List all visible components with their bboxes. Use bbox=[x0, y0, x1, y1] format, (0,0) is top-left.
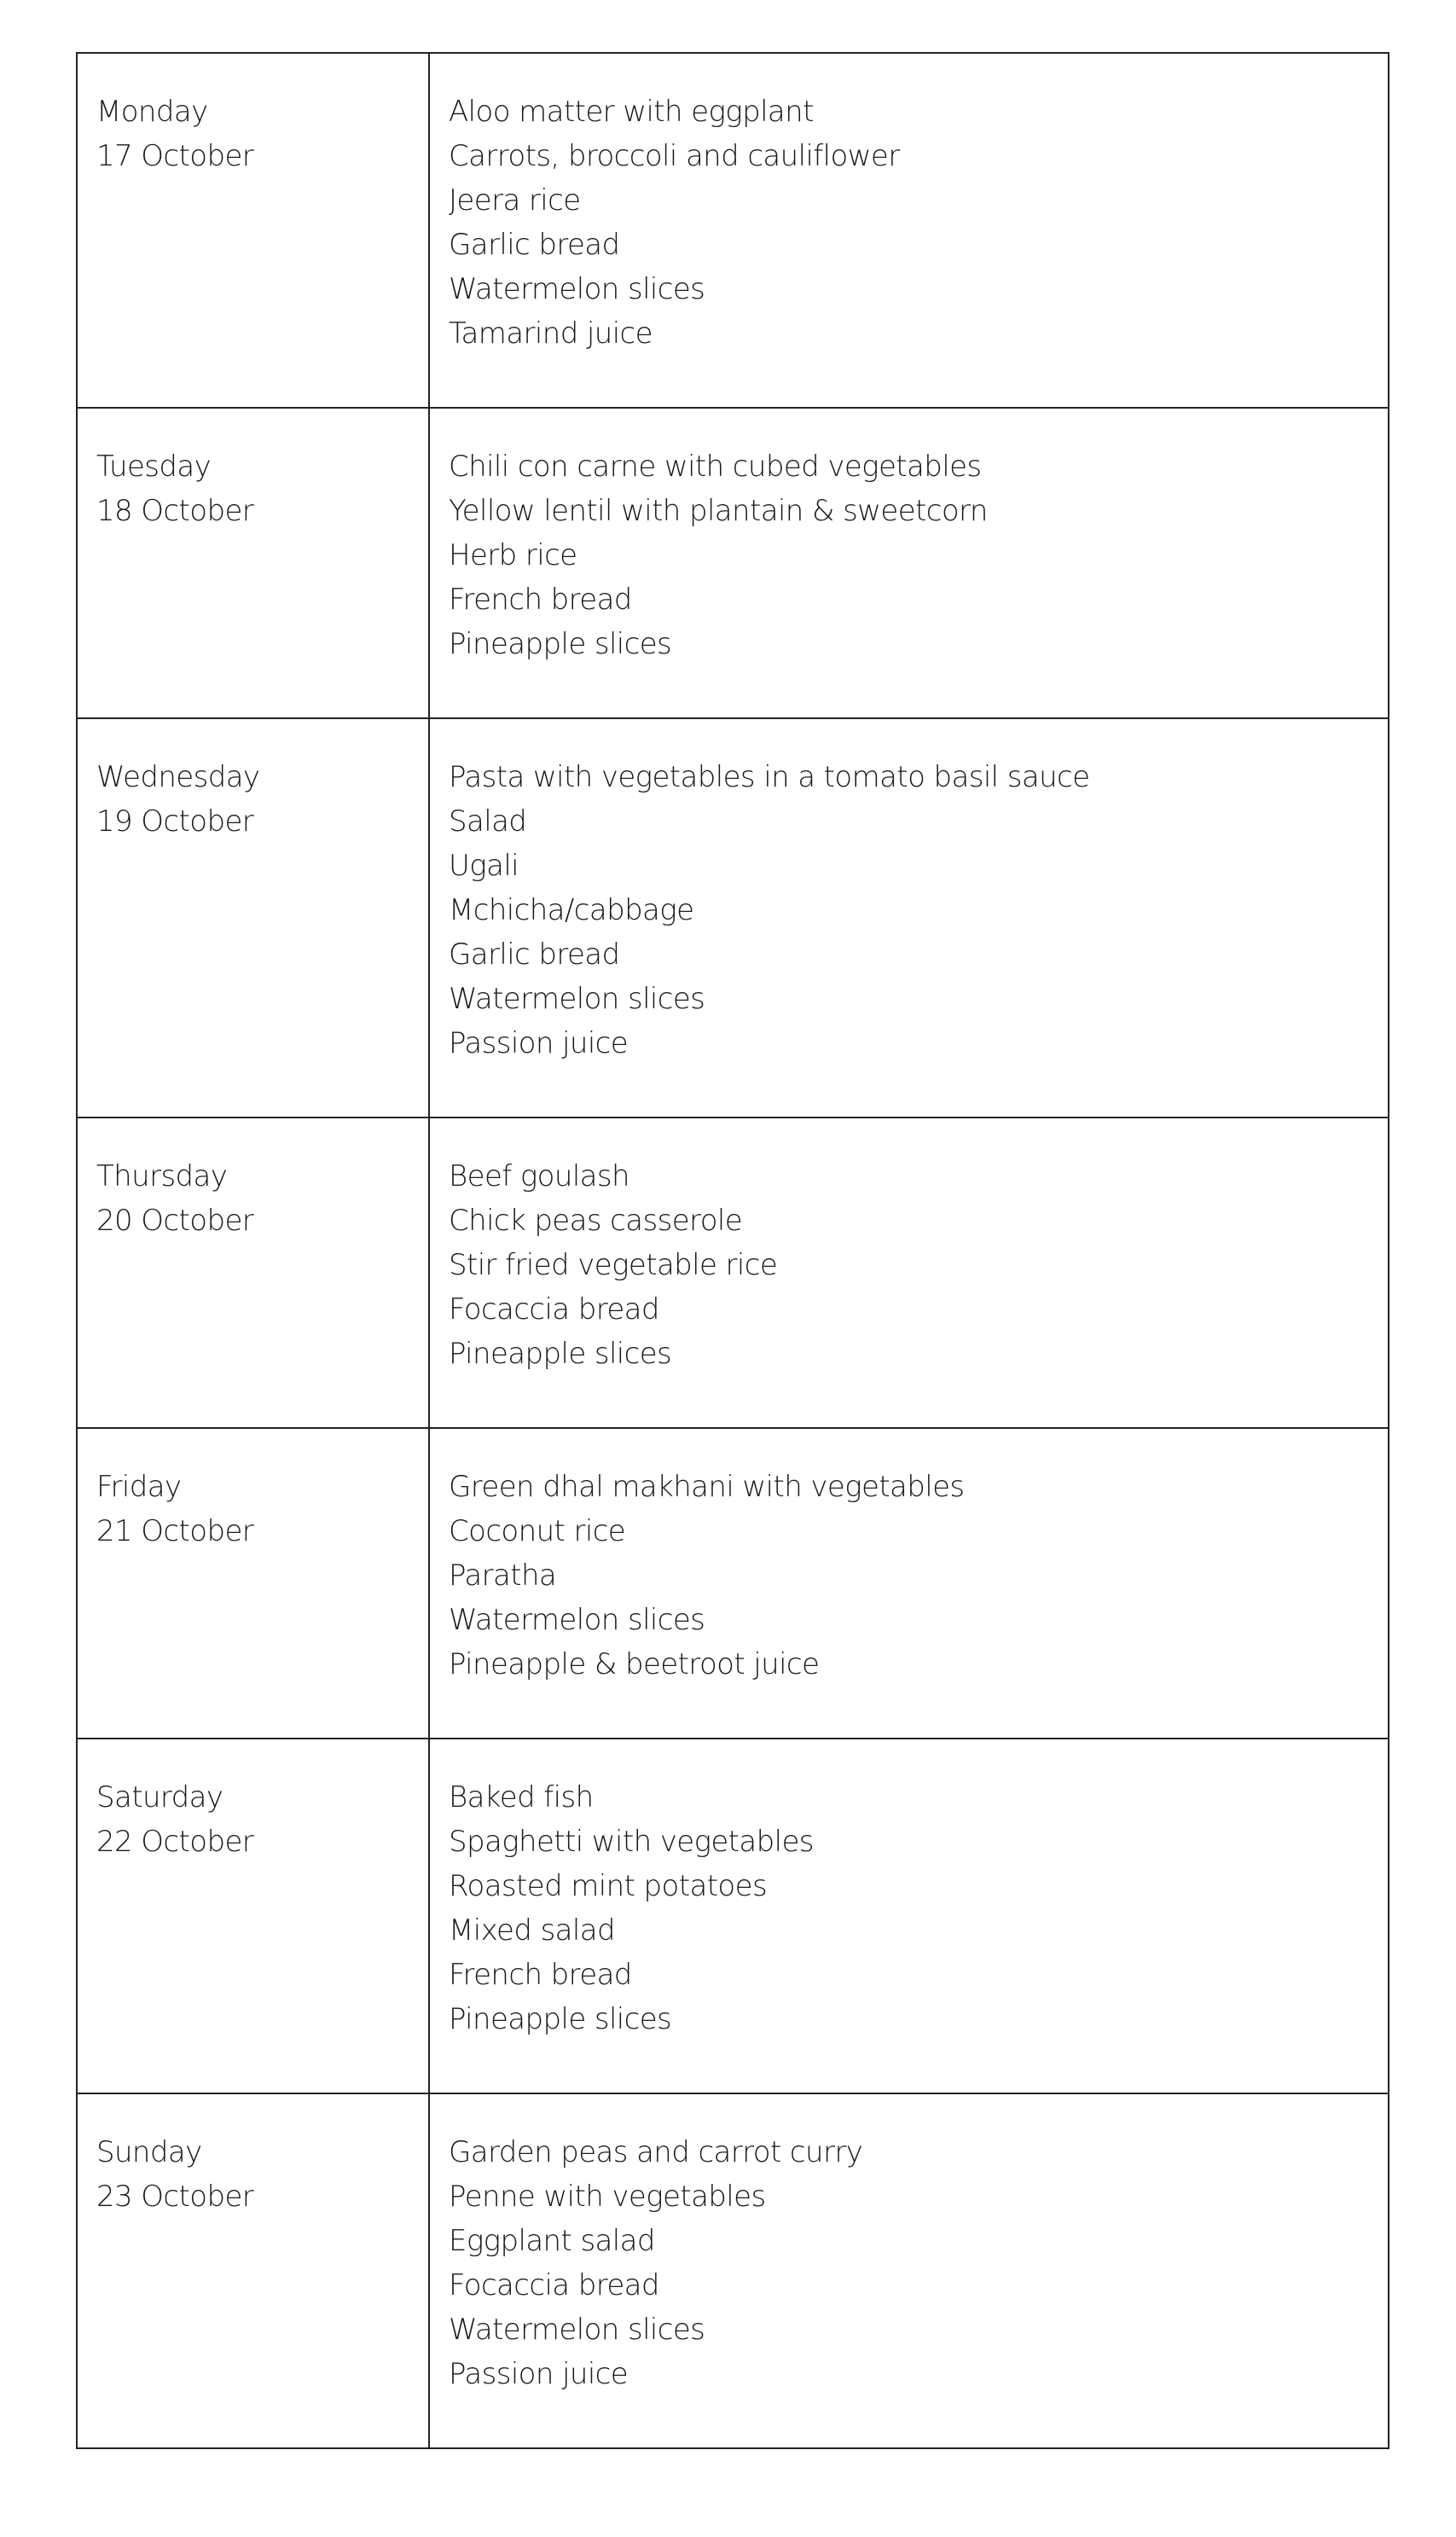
menu-item: Pasta with vegetables in a tomato basil sauce bbox=[449, 760, 1090, 794]
day-cell bbox=[77, 1118, 429, 1428]
day-date: 17 October bbox=[96, 139, 254, 173]
menu-item: Focaccia bread bbox=[449, 1292, 659, 1327]
menu-items-cell bbox=[429, 1739, 1389, 2093]
menu-item: Jeera rice bbox=[449, 183, 581, 218]
menu-row-friday bbox=[77, 1428, 1389, 1739]
day-cell-content bbox=[78, 1118, 428, 1243]
day-cell-content bbox=[78, 1429, 428, 1553]
day-date: 22 October bbox=[96, 1825, 254, 1859]
menu-items-list bbox=[430, 1739, 1388, 2041]
menu-item: Passion juice bbox=[449, 1026, 629, 1060]
menu-item: Carrots, broccoli and cauliflower bbox=[449, 139, 900, 173]
menu-item: Herb rice bbox=[449, 538, 577, 572]
menu-items-cell bbox=[429, 53, 1389, 408]
menu-item: Garlic bread bbox=[449, 938, 620, 972]
day-name: Thursday bbox=[96, 1159, 228, 1193]
menu-item: Garden peas and carrot curry bbox=[449, 2135, 863, 2169]
menu-row-sunday bbox=[77, 2093, 1389, 2448]
menu-item: Passion juice bbox=[449, 2357, 629, 2391]
day-cell-content bbox=[78, 1739, 428, 1864]
menu-row-monday bbox=[77, 53, 1389, 408]
menu-items-cell bbox=[429, 408, 1389, 718]
menu-item: Beef goulash bbox=[449, 1159, 629, 1193]
menu-item: Pineapple slices bbox=[449, 2002, 672, 2036]
day-cell-content bbox=[78, 2094, 428, 2219]
day-cell-content bbox=[78, 54, 428, 178]
menu-items-cell bbox=[429, 2093, 1389, 2448]
menu-item: Stir fried vegetable rice bbox=[449, 1248, 778, 1282]
day-name: Sunday bbox=[96, 2135, 202, 2169]
day-date: 21 October bbox=[96, 1514, 254, 1548]
menu-table-body bbox=[77, 53, 1389, 2448]
menu-item: Watermelon slices bbox=[449, 1603, 705, 1637]
menu-items-list bbox=[430, 719, 1388, 1065]
menu-item: Aloo matter with eggplant bbox=[449, 95, 814, 129]
day-date: 19 October bbox=[96, 804, 254, 839]
menu-item: French bread bbox=[449, 583, 632, 617]
menu-item: Salad bbox=[449, 804, 527, 839]
menu-item: Penne with vegetables bbox=[449, 2180, 766, 2214]
day-cell bbox=[77, 408, 429, 718]
menu-item: Baked fish bbox=[449, 1780, 594, 1814]
menu-row-saturday bbox=[77, 1739, 1389, 2093]
day-name: Tuesday bbox=[96, 450, 212, 484]
menu-item: Spaghetti with vegetables bbox=[449, 1825, 814, 1859]
menu-items-cell bbox=[429, 718, 1389, 1118]
menu-item: Roasted mint potatoes bbox=[449, 1869, 768, 1903]
day-cell-content bbox=[78, 719, 428, 844]
menu-items-list bbox=[430, 1429, 1388, 1686]
menu-item: Green dhal makhani with vegetables bbox=[449, 1470, 965, 1504]
menu-items-list bbox=[430, 1118, 1388, 1376]
day-name: Saturday bbox=[96, 1780, 223, 1814]
day-name: Friday bbox=[96, 1470, 182, 1504]
day-cell-content bbox=[78, 409, 428, 533]
menu-item: Garlic bread bbox=[449, 228, 620, 262]
menu-item: Paratha bbox=[449, 1559, 557, 1593]
menu-item: Coconut rice bbox=[449, 1514, 626, 1548]
day-cell bbox=[77, 53, 429, 408]
menu-item: Mixed salad bbox=[449, 1913, 615, 1948]
day-date: 23 October bbox=[96, 2180, 254, 2214]
menu-items-list bbox=[430, 54, 1388, 356]
day-cell bbox=[77, 718, 429, 1118]
menu-item: Pineapple & beetroot juice bbox=[449, 1647, 820, 1681]
menu-item: Chick peas casserole bbox=[449, 1204, 743, 1238]
menu-item: Pineapple slices bbox=[449, 1337, 672, 1371]
menu-item: Tamarind juice bbox=[449, 316, 653, 351]
menu-item: Focaccia bread bbox=[449, 2268, 659, 2302]
day-cell bbox=[77, 1739, 429, 2093]
menu-item: Pineapple slices bbox=[449, 627, 672, 661]
menu-item: Mchicha/cabbage bbox=[449, 893, 694, 927]
menu-item: Watermelon slices bbox=[449, 2313, 705, 2347]
menu-item: Watermelon slices bbox=[449, 272, 705, 306]
day-cell bbox=[77, 2093, 429, 2448]
day-name: Wednesday bbox=[96, 760, 260, 794]
menu-row-wednesday bbox=[77, 718, 1389, 1118]
menu-items-list bbox=[430, 409, 1388, 666]
menu-item: Ugali bbox=[449, 849, 519, 883]
day-date: 18 October bbox=[96, 494, 254, 528]
menu-items-list bbox=[430, 2094, 1388, 2396]
menu-row-tuesday bbox=[77, 408, 1389, 718]
menu-item: Watermelon slices bbox=[449, 982, 705, 1016]
menu-item: Yellow lentil with plantain & sweetcorn bbox=[449, 494, 988, 528]
menu-row-thursday bbox=[77, 1118, 1389, 1428]
menu-items-cell bbox=[429, 1118, 1389, 1428]
menu-item: Chili con carne with cubed vegetables bbox=[449, 450, 982, 484]
day-date: 20 October bbox=[96, 1204, 254, 1238]
menu-item: Eggplant salad bbox=[449, 2224, 655, 2258]
day-name: Monday bbox=[96, 95, 208, 129]
menu-item: French bread bbox=[449, 1958, 632, 1992]
weekly-menu-table bbox=[76, 52, 1389, 2449]
day-cell bbox=[77, 1428, 429, 1739]
menu-items-cell bbox=[429, 1428, 1389, 1739]
